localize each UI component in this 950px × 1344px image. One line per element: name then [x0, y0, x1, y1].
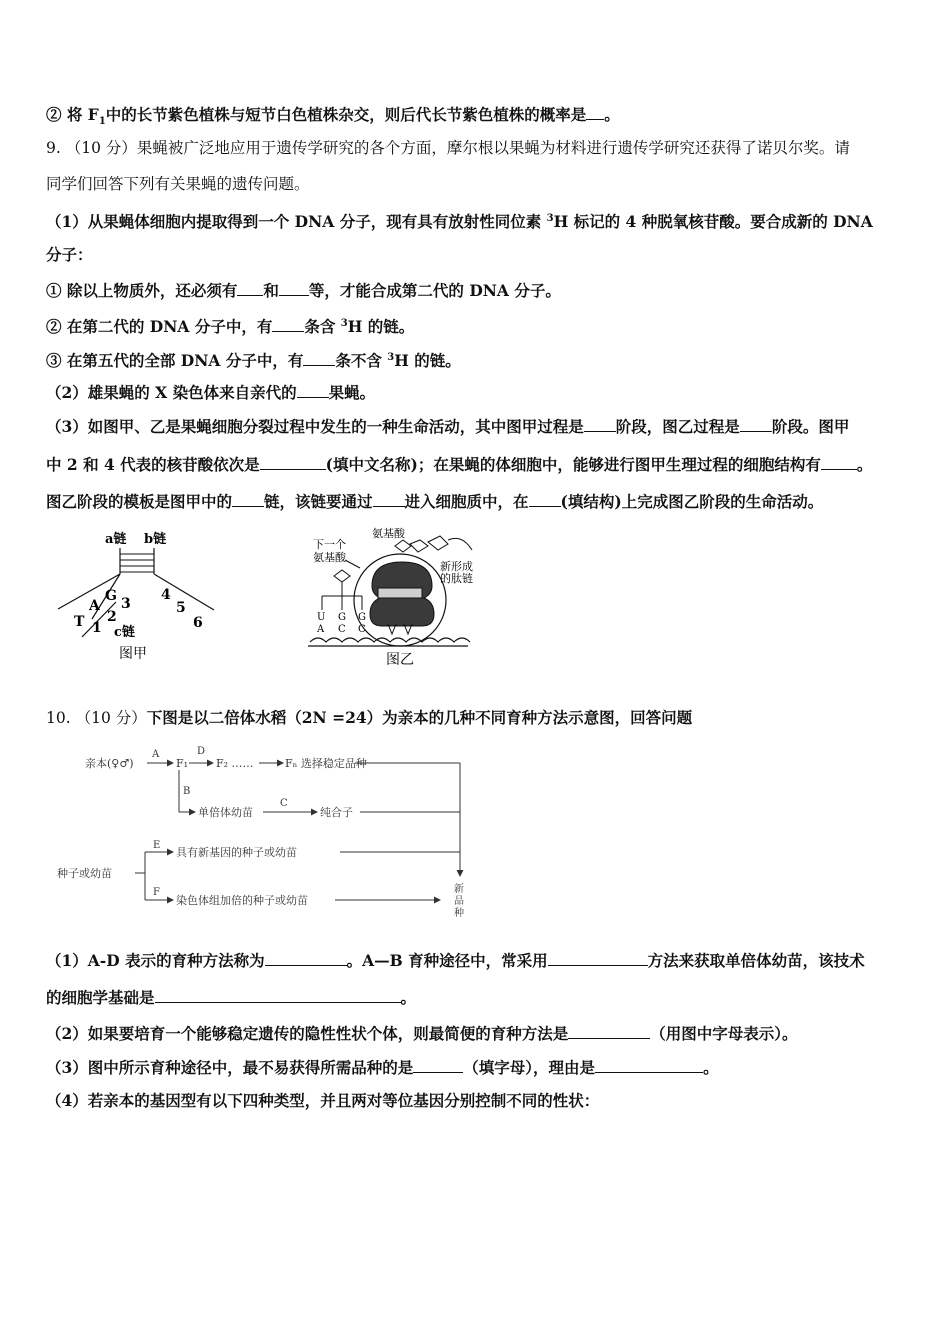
answer-blank[interactable] — [272, 316, 304, 332]
q10-p1-l2-text-a: 的细胞学基础是 — [46, 988, 155, 1007]
answer-blank[interactable] — [568, 1023, 650, 1039]
figure-jia-caption: 图甲 — [119, 646, 147, 662]
new-variety-node: 品 — [454, 896, 464, 907]
peptide-chain — [428, 536, 448, 550]
incoming-amino-acid — [334, 570, 350, 582]
q9-p3-l3-text-a: 图乙阶段的模板是图甲中的 — [46, 492, 233, 511]
q10-intro-text: 下图是以二倍体水稻（2N =24）为亲本的几种不同育种方法示意图，回答问题 — [146, 708, 693, 727]
q10-p2 — [46, 1023, 798, 1044]
mrna-strand — [310, 638, 470, 642]
q9-p3-l1-text-a: （3）如图甲、乙是果蝇细胞分裂过程中发生的一种生命活动，其中图甲过程是 — [46, 417, 584, 436]
answer-blank[interactable] — [265, 950, 347, 966]
q9-intro-line2 — [46, 174, 310, 194]
answer-blank[interactable] — [821, 454, 857, 470]
base-letter: C — [358, 624, 366, 635]
base-letter: 4 — [161, 587, 171, 603]
f2-node: F₂ …… — [216, 757, 254, 770]
q8-part2-text-a: ② 将 F — [46, 105, 99, 124]
q10-p2-text-b: （用图中字母表示）。 — [650, 1024, 798, 1043]
q10-p4 — [46, 1091, 599, 1111]
base-letter: 1 — [92, 620, 102, 636]
base-letter: T — [74, 614, 85, 630]
q9-p1-line2-text: 分子： — [46, 245, 93, 264]
q9-p3-l3-text-b: 链，该链要通过 — [264, 492, 373, 511]
f1-node: F₁ — [176, 757, 189, 770]
q8-part2-end: 。 — [604, 105, 620, 124]
answer-blank[interactable] — [548, 950, 648, 966]
figure-yi-caption: 图乙 — [386, 652, 414, 668]
label-E: E — [153, 840, 161, 851]
answer-blank[interactable] — [279, 280, 309, 296]
q10-p3 — [46, 1057, 719, 1078]
q9-s1-text-a: ① 除以上物质外，还必须有 — [46, 281, 238, 300]
q10-p1-text-c: 方法来获取单倍体幼苗，该技术 — [647, 951, 865, 970]
q8-part2-sub: 1 — [98, 116, 106, 128]
q9-p3-l1-text-c: 阶段。图甲 — [771, 417, 850, 436]
q9-intro2: 同学们回答下列有关果蝇的遗传问题。 — [46, 175, 310, 193]
base-letter: G — [338, 612, 346, 623]
breeding-flowchart — [55, 742, 475, 922]
label-A: A — [152, 749, 160, 760]
q9-p3-l3-text-c: 进入细胞质中，在 — [404, 492, 529, 511]
q9-p1-text-b: H 标记的 4 种脱氧核苷酸。要合成新的 DNA — [553, 212, 873, 232]
q9-s1 — [46, 280, 561, 301]
base-letter: C — [338, 624, 346, 635]
label-D: D — [197, 746, 206, 757]
q9-p3-l2-text-a: 中 2 和 4 代表的核苷酸依次是 — [46, 455, 260, 474]
q9-p1-line2 — [46, 245, 93, 265]
q10-p1-text-a: （1）A-D 表示的育种方法称为 — [46, 951, 265, 970]
q10-score: （10 分） — [75, 709, 147, 727]
q9-s2-text-c: H 的链。 — [347, 317, 415, 337]
a-chain-label: a链 — [105, 532, 127, 547]
base-letter: G — [105, 588, 117, 604]
q9-p1-text-a: （1）从果蝇体细胞内提取得到一个 DNA 分子，现有具有放射性同位素 — [46, 212, 547, 232]
q9-s3-sup: 3 — [387, 352, 395, 363]
pure-node: 纯合子 — [320, 806, 353, 819]
base-letter: G — [358, 612, 366, 623]
q9-p3-line2 — [46, 454, 872, 475]
b-chain-label: b链 — [144, 532, 167, 547]
fn-node: Fₙ 选择稳定品种 — [285, 757, 367, 770]
q10-p4-text: （4）若亲本的基因型有以下四种类型，并且两对等位基因分别控制不同的性状： — [46, 1091, 600, 1110]
base-letter: A — [317, 624, 325, 635]
q10-p1-line1 — [46, 950, 865, 971]
q10-p3-text-b: （填字母），理由是 — [463, 1058, 596, 1077]
q9-s2-text-a: ② 在第二代的 DNA 分子中，有 — [46, 317, 273, 337]
q9-p3-l2-text-b: (填中文名称)；在果蝇的体细胞中，能够进行图甲生理过程的细胞结构有 — [325, 455, 821, 474]
new-peptide-label: 的肽链 — [440, 572, 473, 585]
seed-node: 种子或幼苗 — [57, 867, 112, 880]
q9-s2-text-b: 条含 — [304, 317, 341, 337]
q9-s2-sup: 3 — [340, 318, 348, 329]
q9-s3-text-b: 条不含 — [335, 351, 388, 371]
answer-blank[interactable] — [584, 416, 616, 432]
q9-s1-text-c: 等，才能合成第二代的 DNA 分子。 — [308, 281, 561, 300]
answer-blank[interactable] — [586, 104, 604, 120]
new-variety-node: 新 — [454, 884, 464, 895]
amino-acid-label: 氨基酸 — [372, 527, 405, 540]
new-variety-node: 种 — [454, 908, 464, 919]
double-node: 染色体组加倍的种子或幼苗 — [176, 894, 308, 907]
q10-p1-line2 — [46, 987, 416, 1008]
figure-jia — [52, 524, 232, 664]
answer-blank[interactable] — [155, 987, 401, 1003]
q10-p3-text-a: （3）图中所示育种途径中，最不易获得所需品种的是 — [46, 1058, 414, 1077]
base-letter: 2 — [107, 609, 117, 625]
next-amino-acid-label: 下一个 — [313, 538, 346, 551]
next-amino-acid-label: 氨基酸 — [313, 551, 346, 564]
label-C: C — [280, 798, 288, 809]
q10-p2-text-a: （2）如果要培育一个能够稳定遗传的隐性性状个体，则最简便的育种方法是 — [46, 1024, 569, 1043]
new-peptide-label: 新形成 — [440, 560, 473, 573]
q10-p1-l2-text-b: 。 — [400, 988, 417, 1007]
q9-s3-text-c: H 的链。 — [394, 351, 461, 371]
answer-blank[interactable] — [260, 454, 326, 470]
answer-blank[interactable] — [303, 350, 335, 366]
q10-p3-text-c: 。 — [703, 1058, 719, 1077]
base-letter: 3 — [121, 596, 131, 612]
answer-blank[interactable] — [413, 1057, 463, 1073]
answer-blank[interactable] — [237, 280, 263, 296]
q9-number: 9. — [46, 139, 61, 157]
q9-p1-sup: 3 — [546, 213, 554, 224]
base-letter: 5 — [176, 600, 186, 616]
q9-p2-text-a: （2）雄果蝇的 X 染色体来自亲代的 — [46, 383, 297, 402]
answer-blank[interactable] — [297, 382, 329, 398]
q9-p1-line1 — [46, 209, 873, 232]
answer-blank[interactable] — [740, 416, 772, 432]
answer-blank[interactable] — [373, 491, 405, 507]
haploid-node: 单倍体幼苗 — [198, 806, 253, 819]
q9-intro1: 果蝇被广泛地应用于遗传学研究的各个方面，摩尔根以果蝇为材料进行遗传学研究还获得了诺贝尔奖。请 — [136, 139, 850, 157]
answer-blank[interactable] — [595, 1057, 703, 1073]
q9-intro-line1 — [46, 138, 850, 158]
q9-s3 — [46, 348, 461, 371]
base-letter: 6 — [193, 615, 203, 631]
q9-p3-line3 — [46, 491, 823, 512]
q9-p2-text-b: 果蝇。 — [328, 383, 376, 402]
q9-p3-l1-text-b: 阶段，图乙过程是 — [615, 417, 740, 436]
q9-p2 — [46, 382, 375, 403]
ribosome-site — [378, 588, 422, 598]
q9-s3-text-a: ③ 在第五代的全部 DNA 分子中，有 — [46, 351, 304, 371]
base-letter: U — [317, 612, 326, 623]
figure-yi — [300, 524, 515, 668]
q9-score: （10 分） — [65, 139, 137, 157]
q10-p1-text-b: 。A—B 育种途径中，常采用 — [346, 951, 548, 970]
q9-s2 — [46, 314, 414, 337]
label-B: B — [183, 786, 191, 797]
newgene-node: 具有新基因的种子或幼苗 — [176, 846, 297, 859]
q9-p3-line1 — [46, 416, 849, 437]
parent-node: 亲本(♀♂) — [85, 757, 134, 770]
label-F: F — [153, 887, 160, 898]
answer-blank[interactable] — [232, 491, 264, 507]
q9-p3-l2-text-c: 。 — [856, 455, 873, 474]
c-chain-label: c链 — [114, 625, 135, 640]
base-letter: A — [89, 598, 100, 614]
q10-intro — [46, 708, 692, 728]
answer-blank[interactable] — [529, 491, 561, 507]
q9-s1-text-b: 和 — [263, 281, 279, 300]
trna-carried-amino-acid — [395, 540, 411, 552]
q9-p3-l3-text-d: (填结构)上完成图乙阶段的生命活动。 — [560, 492, 824, 511]
q8-part2-text-b: 中的长节紫色植株与短节白色植株杂交，则后代长节紫色植株的概率是 — [105, 105, 587, 124]
q10-number: 10. — [46, 709, 71, 727]
q8-part2 — [46, 104, 620, 132]
